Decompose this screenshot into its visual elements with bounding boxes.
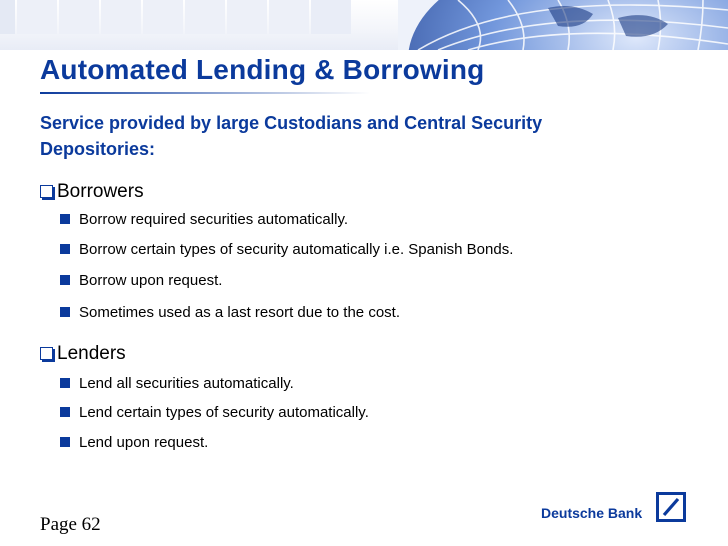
slide-title: Automated Lending & Borrowing <box>40 54 485 85</box>
list-item: Borrow required securities automatically. <box>60 210 348 230</box>
section-heading: Lenders <box>57 343 126 364</box>
square-bullet-icon <box>60 244 70 254</box>
list-item: Borrow certain types of security automatically i.e. Spanish Bonds. <box>60 240 513 260</box>
section-borrowers <box>40 180 144 204</box>
list-item: Lend all securities automatically. <box>60 374 294 394</box>
square-bullet-icon <box>60 214 70 224</box>
checkbox-bullet-icon <box>40 347 53 360</box>
square-bullet-icon <box>60 378 70 388</box>
header-banner <box>0 0 728 50</box>
slide-subtitle: Service provided by large Custodians and Central Security Depositories: <box>40 113 543 159</box>
page-number: Page 62 <box>40 514 101 535</box>
list-item: Borrow upon request. <box>60 271 222 291</box>
title-underline <box>40 92 370 94</box>
list-item: Lend upon request. <box>60 433 208 453</box>
checkbox-bullet-icon <box>40 185 53 198</box>
deutsche-bank-logo-icon <box>656 492 686 522</box>
brand-logo-text: Deutsche Bank <box>541 505 643 521</box>
square-bullet-icon <box>60 275 70 285</box>
section-heading: Borrowers <box>57 181 144 202</box>
list-item: Sometimes used as a last resort due to the cost. <box>60 303 400 323</box>
square-bullet-icon <box>60 407 70 417</box>
section-lenders <box>40 342 126 366</box>
logo-slash <box>659 495 683 519</box>
square-bullet-icon <box>60 307 70 317</box>
square-bullet-icon <box>60 437 70 447</box>
globe-icon <box>398 0 728 50</box>
list-item: Lend certain types of security automatically. <box>60 403 369 423</box>
